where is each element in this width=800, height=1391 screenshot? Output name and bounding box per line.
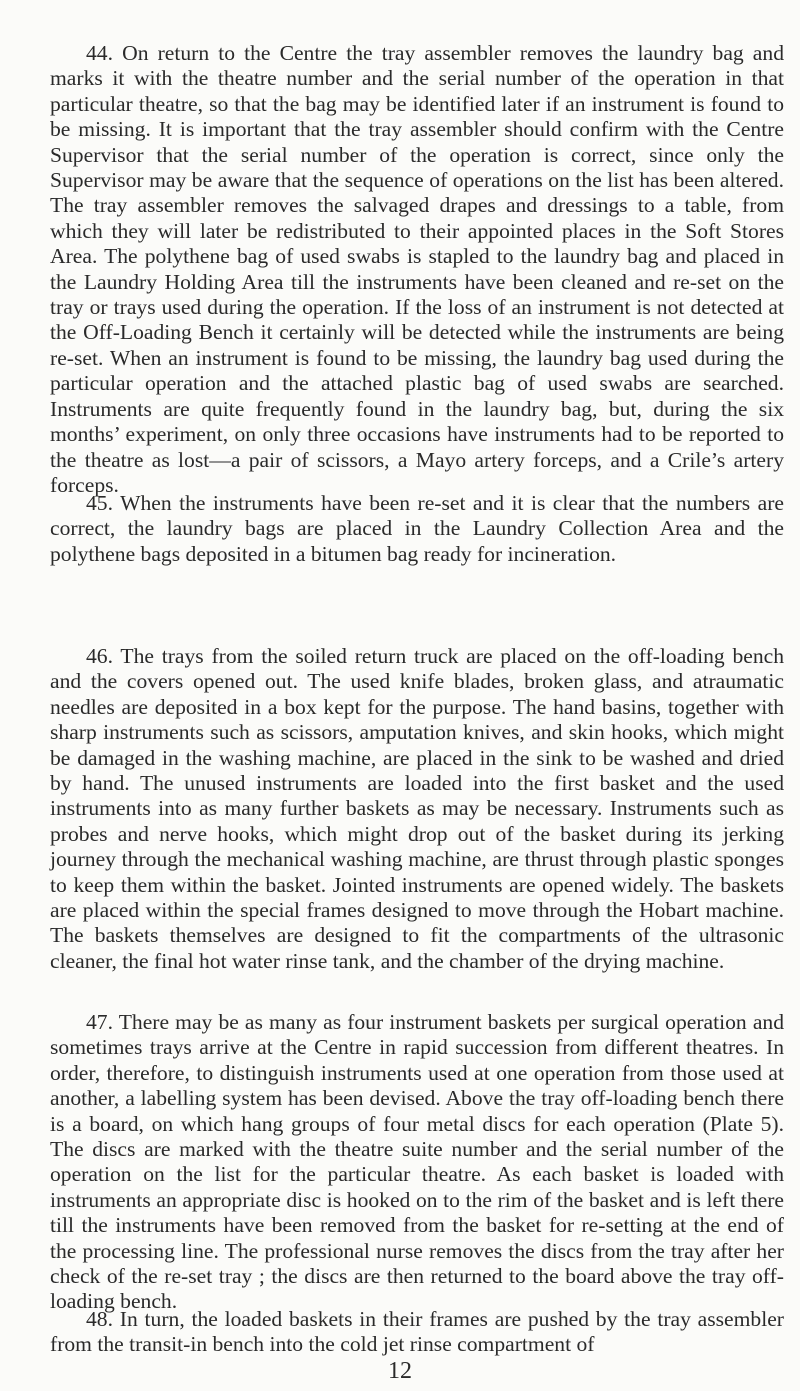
paragraph-48-text: In turn, the loaded baskets in their frames are pushed by the tray assembler from the transit-in bench into the cold jet rinse compartment of xyxy=(50,1307,784,1357)
paragraph-48-body xyxy=(50,1307,784,1358)
paragraph-45-body xyxy=(50,491,784,567)
paragraph-48 xyxy=(50,1307,784,1358)
paragraph-47-number: 47. xyxy=(86,1010,113,1034)
paragraph-45-number: 45. xyxy=(86,491,113,515)
page-number: 12 xyxy=(388,1358,412,1384)
paragraph-44-text: On return to the Centre the tray assembler removes the laundry bag and marks it with the theatre number and the serial number of the operation in that particular theatre, so that the bag may be identified later if an instrument is found to be missing. It is important that the tray assembler should confirm with the Centre Supervisor that the serial number of the operation is correct, since only the Supervisor may be aware that the sequence of operations on the list has been altered. The tray assembler removes the salvaged drapes and dressings to a table, from which they will later be redistributed to their appointed places in the Soft Stores Area. The polythene bag of used swabs is stapled to the laundry bag and placed in the Laundry Holding Area till the instruments have been cleaned and re-set on the tray or trays used during the operation. If the loss of an instrument is not detected at the Off-Loading Bench it certainly will be detected while the instruments are being re-set. When an instrument is found to be missing, the laundry bag used during the particular operation and the attached plastic bag of used swabs are searched. Instruments are quite frequently found in the laundry bag, but, during the six months’ experiment, on only three occasions have instruments had to be reported to the theatre as lost—a pair of scissors, a Mayo artery forceps, and a Crile’s artery forceps. xyxy=(50,41,784,497)
paragraph-47-body xyxy=(50,1010,784,1315)
paragraph-45-text: When the instruments have been re-set and it is clear that the numbers are correct, the laundry bags are placed in the Laundry Collection Area and the polythene bags deposited in a bitumen bag ready for incineration. xyxy=(50,491,785,566)
paragraph-46 xyxy=(50,644,784,974)
paragraph-44-body xyxy=(50,41,784,498)
paragraph-47 xyxy=(50,1010,784,1315)
paragraph-44-number: 44. xyxy=(86,41,113,65)
paragraph-44 xyxy=(50,41,784,498)
paragraph-46-body xyxy=(50,644,784,974)
paragraph-48-number: 48. xyxy=(86,1307,113,1331)
paragraph-46-number: 46. xyxy=(86,644,113,668)
paragraph-46-text: The trays from the soiled return truck are placed on the off-loading bench and the covers opened out. The used knife blades, broken glass, and atraumatic needles are deposited in a box kept for the purpose. The hand basins, together with sharp instruments such as scissors, amputation knives, and skin hooks, which might be damaged in the washing machine, are placed in the sink to be washed and dried by hand. The unused instruments are loaded into the first basket and the used instruments into as many further baskets as may be necessary. Instruments such as probes and nerve hooks, which might drop out of the basket during its jerking journey through the mechanical washing machine, are thrust through plastic sponges to keep them within the basket. Jointed instruments are opened widely. The baskets are placed within the special frames designed to move through the Hobart machine. The baskets themselves are designed to fit the compartments of the ultrasonic cleaner, the final hot water rinse tank, and the chamber of the drying machine. xyxy=(50,644,784,973)
paragraph-45 xyxy=(50,491,784,567)
paragraph-47-text: There may be as many as four instrument baskets per surgical operation and sometimes trays arrive at the Centre in rapid succession from different theatres. In order, therefore, to distinguish instruments used at one operation from those used at another, a labelling system has been devised. Above the tray off-loading bench there is a board, on which hang groups of four metal discs for each operation (Plate 5). The discs are marked with the theatre suite number and the serial number of the operation on the list for the particular theatre. As each basket is loaded with instruments an appropriate disc is hooked on to the rim of the basket and is left there till the instruments have been removed from the basket for re-setting at the end of the processing line. The professional nurse removes the discs from the tray after her check of the re-set tray ; the discs are then returned to the board above the tray off-loading bench. xyxy=(50,1010,784,1314)
